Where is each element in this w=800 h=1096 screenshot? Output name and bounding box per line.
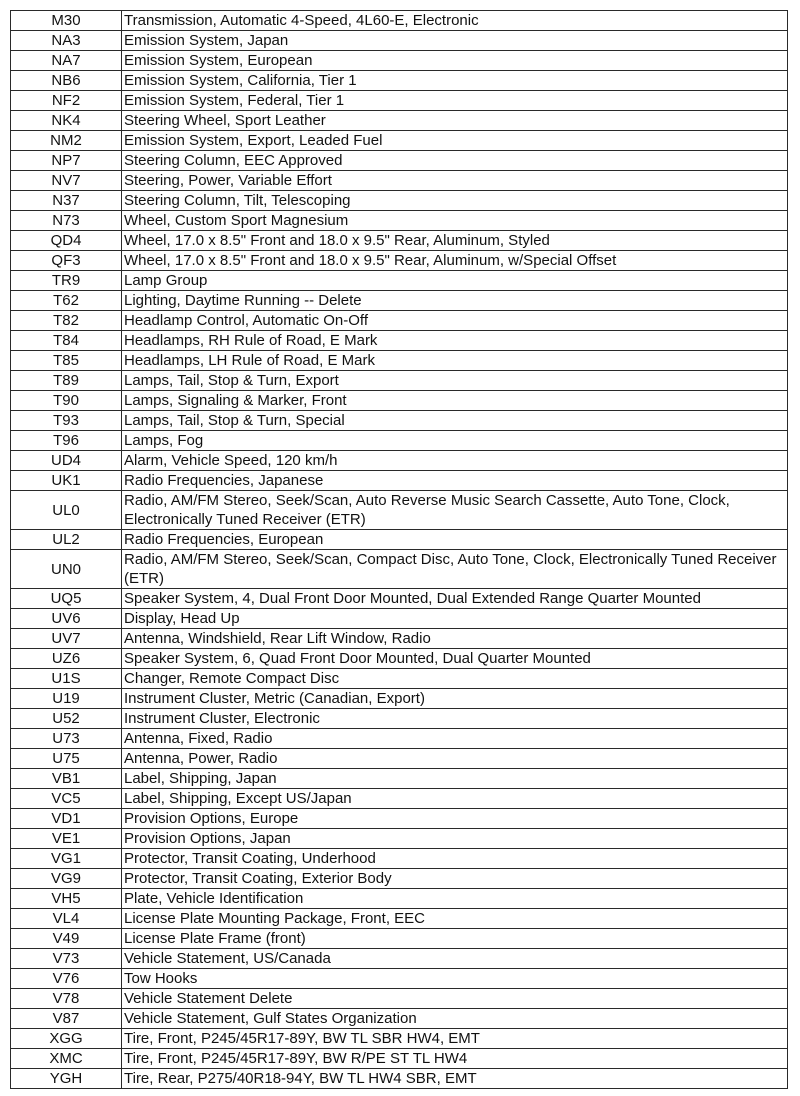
option-code-cell: XMC (11, 1049, 122, 1069)
table-row (11, 829, 788, 849)
table-row (11, 51, 788, 71)
option-description-cell: Lighting, Daytime Running -- Delete (122, 291, 788, 311)
option-code-cell: U19 (11, 689, 122, 709)
table-row (11, 609, 788, 629)
table-row (11, 649, 788, 669)
option-code-cell: UN0 (11, 550, 122, 589)
option-code-cell: U52 (11, 709, 122, 729)
option-description-cell: License Plate Mounting Package, Front, EEC (122, 909, 788, 929)
option-code-cell: QD4 (11, 231, 122, 251)
table-row (11, 431, 788, 451)
table-row (11, 689, 788, 709)
option-description-cell: Radio, AM/FM Stereo, Seek/Scan, Auto Reverse Music Search Cassette, Auto Tone, Clock, Electronically Tuned Receiver (ETR) (122, 491, 788, 530)
table-row (11, 351, 788, 371)
option-code-cell: T85 (11, 351, 122, 371)
option-code-cell: T62 (11, 291, 122, 311)
option-code-cell: XGG (11, 1029, 122, 1049)
table-row (11, 211, 788, 231)
option-description-cell: Emission System, European (122, 51, 788, 71)
option-code-cell: QF3 (11, 251, 122, 271)
option-code-cell: VD1 (11, 809, 122, 829)
option-description-cell: Emission System, Federal, Tier 1 (122, 91, 788, 111)
option-code-cell: V49 (11, 929, 122, 949)
option-code-cell: UV7 (11, 629, 122, 649)
option-code-cell: NA7 (11, 51, 122, 71)
option-description-cell: Wheel, 17.0 x 8.5" Front and 18.0 x 9.5" Rear, Aluminum, Styled (122, 231, 788, 251)
table-row (11, 889, 788, 909)
table-row (11, 471, 788, 491)
table-row (11, 151, 788, 171)
option-description-cell: Steering Wheel, Sport Leather (122, 111, 788, 131)
option-description-cell: Instrument Cluster, Metric (Canadian, Export) (122, 689, 788, 709)
option-description-cell: Lamps, Tail, Stop & Turn, Special (122, 411, 788, 431)
option-description-cell: Emission System, Export, Leaded Fuel (122, 131, 788, 151)
table-row (11, 291, 788, 311)
option-description-cell: Alarm, Vehicle Speed, 120 km/h (122, 451, 788, 471)
table-row (11, 251, 788, 271)
table-row (11, 589, 788, 609)
table-row (11, 530, 788, 550)
option-code-cell: UZ6 (11, 649, 122, 669)
table-row (11, 111, 788, 131)
option-description-cell: Label, Shipping, Except US/Japan (122, 789, 788, 809)
option-code-cell: UD4 (11, 451, 122, 471)
table-row (11, 769, 788, 789)
table-row (11, 1029, 788, 1049)
option-code-cell: NA3 (11, 31, 122, 51)
table-row (11, 11, 788, 31)
option-description-cell: Lamp Group (122, 271, 788, 291)
table-row (11, 809, 788, 829)
table-row (11, 311, 788, 331)
option-code-cell: U1S (11, 669, 122, 689)
option-code-cell: VL4 (11, 909, 122, 929)
option-description-cell: Provision Options, Japan (122, 829, 788, 849)
option-description-cell: Tire, Rear, P275/40R18-94Y, BW TL HW4 SBR, EMT (122, 1069, 788, 1089)
option-description-cell: Vehicle Statement, Gulf States Organization (122, 1009, 788, 1029)
table-row (11, 231, 788, 251)
option-description-cell: Antenna, Fixed, Radio (122, 729, 788, 749)
option-code-cell: UV6 (11, 609, 122, 629)
option-code-cell: VE1 (11, 829, 122, 849)
option-description-cell: Plate, Vehicle Identification (122, 889, 788, 909)
table-row (11, 729, 788, 749)
option-description-cell: Antenna, Windshield, Rear Lift Window, Radio (122, 629, 788, 649)
table-row (11, 411, 788, 431)
table-row (11, 869, 788, 889)
option-code-cell: VC5 (11, 789, 122, 809)
option-description-cell: Radio Frequencies, Japanese (122, 471, 788, 491)
option-code-cell: VG9 (11, 869, 122, 889)
table-row (11, 131, 788, 151)
option-description-cell: Emission System, Japan (122, 31, 788, 51)
option-description-cell: License Plate Frame (front) (122, 929, 788, 949)
option-code-cell: UK1 (11, 471, 122, 491)
table-row (11, 1069, 788, 1089)
option-description-cell: Vehicle Statement Delete (122, 989, 788, 1009)
table-row (11, 1049, 788, 1069)
option-code-cell: NF2 (11, 91, 122, 111)
table-row (11, 91, 788, 111)
table-row (11, 31, 788, 51)
option-code-cell: N37 (11, 191, 122, 211)
option-code-cell: NM2 (11, 131, 122, 151)
option-description-cell: Changer, Remote Compact Disc (122, 669, 788, 689)
option-description-cell: Speaker System, 4, Dual Front Door Mounted, Dual Extended Range Quarter Mounted (122, 589, 788, 609)
table-row (11, 371, 788, 391)
table-row (11, 331, 788, 351)
option-description-cell: Protector, Transit Coating, Underhood (122, 849, 788, 869)
table-row (11, 749, 788, 769)
option-code-cell: NP7 (11, 151, 122, 171)
option-description-cell: Protector, Transit Coating, Exterior Body (122, 869, 788, 889)
option-description-cell: Lamps, Signaling & Marker, Front (122, 391, 788, 411)
option-code-cell: U75 (11, 749, 122, 769)
option-description-cell: Radio Frequencies, European (122, 530, 788, 550)
table-row (11, 550, 788, 589)
option-code-cell: VB1 (11, 769, 122, 789)
option-description-cell: Steering Column, EEC Approved (122, 151, 788, 171)
option-code-cell: V73 (11, 949, 122, 969)
table-row (11, 491, 788, 530)
option-code-cell: NK4 (11, 111, 122, 131)
option-description-cell: Speaker System, 6, Quad Front Door Mounted, Dual Quarter Mounted (122, 649, 788, 669)
option-description-cell: Wheel, Custom Sport Magnesium (122, 211, 788, 231)
option-code-cell: VG1 (11, 849, 122, 869)
option-code-cell: T84 (11, 331, 122, 351)
option-code-cell: UL0 (11, 491, 122, 530)
option-description-cell: Wheel, 17.0 x 8.5" Front and 18.0 x 9.5" Rear, Aluminum, w/Special Offset (122, 251, 788, 271)
table-row (11, 669, 788, 689)
option-description-cell: Tire, Front, P245/45R17-89Y, BW TL SBR HW4, EMT (122, 1029, 788, 1049)
option-description-cell: Tow Hooks (122, 969, 788, 989)
option-code-cell: M30 (11, 11, 122, 31)
table-row (11, 929, 788, 949)
option-code-cell: NB6 (11, 71, 122, 91)
option-description-cell: Lamps, Fog (122, 431, 788, 451)
option-code-cell: T90 (11, 391, 122, 411)
option-code-cell: TR9 (11, 271, 122, 291)
table-row (11, 709, 788, 729)
option-code-cell: YGH (11, 1069, 122, 1089)
option-description-cell: Headlamp Control, Automatic On-Off (122, 311, 788, 331)
option-code-cell: V76 (11, 969, 122, 989)
option-code-cell: UL2 (11, 530, 122, 550)
table-row (11, 849, 788, 869)
table-row (11, 71, 788, 91)
option-description-cell: Emission System, California, Tier 1 (122, 71, 788, 91)
option-description-cell: Label, Shipping, Japan (122, 769, 788, 789)
option-code-cell: N73 (11, 211, 122, 231)
table-row (11, 1009, 788, 1029)
table-row (11, 191, 788, 211)
option-description-cell: Tire, Front, P245/45R17-89Y, BW R/PE ST TL HW4 (122, 1049, 788, 1069)
table-row (11, 451, 788, 471)
option-description-cell: Headlamps, LH Rule of Road, E Mark (122, 351, 788, 371)
option-code-cell: T96 (11, 431, 122, 451)
option-code-cell: T93 (11, 411, 122, 431)
table-row (11, 969, 788, 989)
option-description-cell: Transmission, Automatic 4-Speed, 4L60-E, Electronic (122, 11, 788, 31)
option-code-cell: V87 (11, 1009, 122, 1029)
option-code-table (10, 10, 788, 1089)
option-code-cell: T89 (11, 371, 122, 391)
option-description-cell: Antenna, Power, Radio (122, 749, 788, 769)
option-code-table-body (11, 11, 788, 1089)
option-code-cell: V78 (11, 989, 122, 1009)
option-description-cell: Display, Head Up (122, 609, 788, 629)
table-row (11, 271, 788, 291)
option-description-cell: Steering, Power, Variable Effort (122, 171, 788, 191)
table-row (11, 629, 788, 649)
option-description-cell: Steering Column, Tilt, Telescoping (122, 191, 788, 211)
table-row (11, 989, 788, 1009)
option-description-cell: Provision Options, Europe (122, 809, 788, 829)
option-description-cell: Instrument Cluster, Electronic (122, 709, 788, 729)
option-code-cell: U73 (11, 729, 122, 749)
option-description-cell: Vehicle Statement, US/Canada (122, 949, 788, 969)
table-row (11, 171, 788, 191)
option-code-cell: UQ5 (11, 589, 122, 609)
option-code-cell: VH5 (11, 889, 122, 909)
option-code-cell: T82 (11, 311, 122, 331)
table-row (11, 391, 788, 411)
table-row (11, 789, 788, 809)
option-description-cell: Radio, AM/FM Stereo, Seek/Scan, Compact Disc, Auto Tone, Clock, Electronically Tuned Receiver (ETR) (122, 550, 788, 589)
option-description-cell: Headlamps, RH Rule of Road, E Mark (122, 331, 788, 351)
table-row (11, 909, 788, 929)
table-row (11, 949, 788, 969)
option-code-cell: NV7 (11, 171, 122, 191)
option-description-cell: Lamps, Tail, Stop & Turn, Export (122, 371, 788, 391)
